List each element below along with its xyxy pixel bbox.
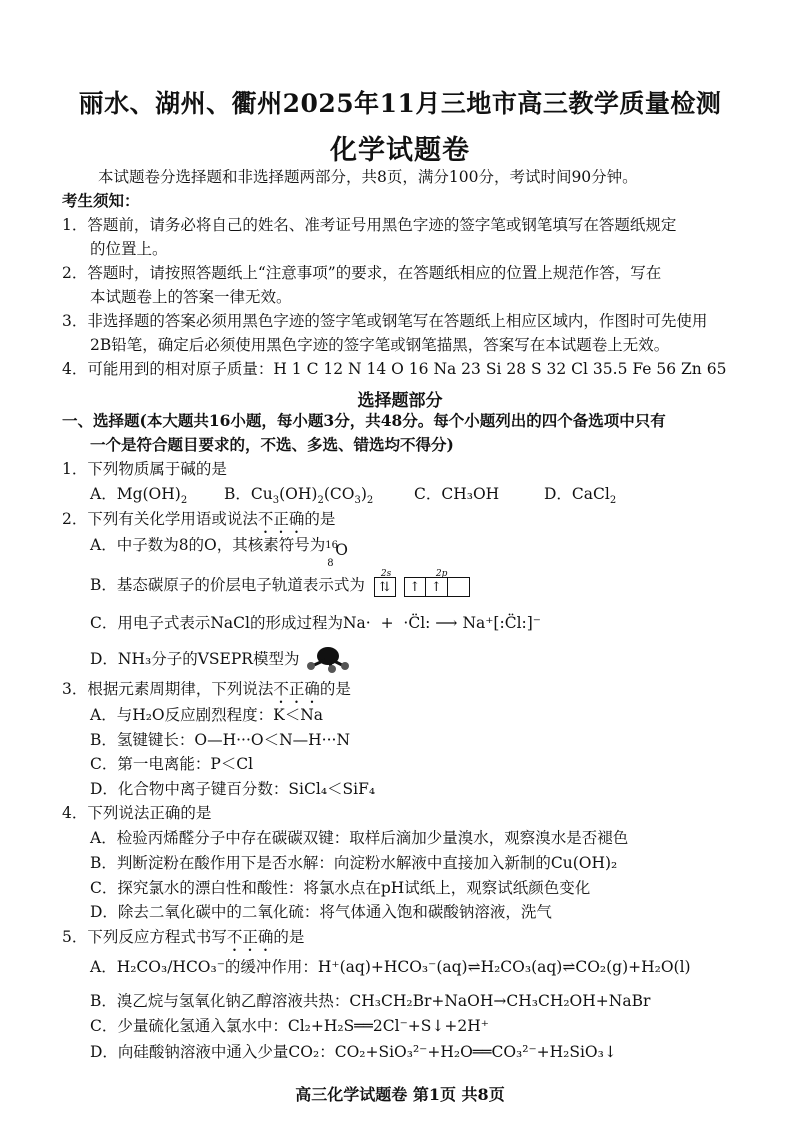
question-1-stem: 1．下列物质属于碱的是 (62, 460, 227, 478)
exam-title: 丽水、湖州、衢州2025年11月三地市高三教学质量检测 (78, 89, 722, 118)
question-4-stem: 4．下列说法正确的是 (62, 804, 212, 822)
part-instructions: 一个是符合题目要求的，不选、多选、错选均不得分) (90, 435, 454, 454)
vsepr-model-icon (304, 646, 350, 674)
notice-heading: 考生须知： (62, 191, 140, 210)
notice-item: 本试题卷上的答案一律无效。 (90, 288, 292, 306)
q5-option-a: A．H₂CO₃/HCO₃⁻的缓冲作用：H⁺(aq)+HCO₃⁻(aq)⇌H₂CO₃(aq)⇌CO₂(g)+H₂O(l) (90, 958, 691, 976)
intro-text: 本试题卷分选择题和非选择题两部分，共8页，满分100分，考试时间90分钟。 (98, 168, 638, 186)
q5-option-b: B．溴乙烷与氢氧化钠乙醇溶液共热：CH₃CH₂Br+NaOH→CH₃CH₂OH+NaBr (90, 992, 651, 1010)
section-title: 选择题部分 (357, 391, 443, 411)
notice-item: 3．非选择题的答案必须用黑色字迹的签字笔或钢笔写在答题纸上相应区域内，作图时可先使用 (62, 312, 708, 330)
notice-item: 2．答题时，请按照答题纸上“注意事项”的要求，在答题纸相应的位置上规范作答，写在 (62, 264, 662, 282)
notice-item: 4．可能用到的相对原子质量：H 1 C 12 N 14 O 16 Na 23 Si 28 S 32 Cl 35.5 Fe 56 Zn 65 (62, 360, 727, 378)
question-3-stem: 3．根据元素周期律，下列说法不正确的是 (62, 680, 351, 698)
q5-option-c: C．少量硫化氢通入氯水中：Cl₂+H₂S══2Cl⁻+S↓+2H⁺ (90, 1017, 489, 1035)
q2-option-c: C．用电子式表示NaCl的形成过程为Na· + ·C̈l: ⟶ Na⁺[:C̈l:]⁻ (90, 614, 541, 632)
q2-option-a: A．中子数为8的O，其核素符号为 16 8 O (90, 536, 348, 569)
q3-option-b: B．氢键键长：O—H···O＜N—H···N (90, 731, 351, 749)
notice-item: 的位置上。 (90, 240, 168, 258)
exam-subtitle: 化学试题卷 (330, 135, 470, 166)
part-instructions: 一、选择题(本大题共16小题，每小题3分，共48分。每个小题列出的四个备选项中只有 (62, 411, 666, 430)
q1-option-b: B．$Cu_3(OH)_2(CO_3)_2$ (224, 485, 374, 507)
q1-option-d: D．CaCl$_2$ (544, 485, 617, 507)
q4-option-c: C．探究氯水的漂白性和酸性：将氯水点在pH试纸上，观察试纸颜色变化 (90, 879, 591, 897)
q2-option-b: B．基态碳原子的价层电子轨道表示式为 2s 2p ⇅ ↑ ↑ (90, 574, 470, 597)
question-5-stem: 5．下列反应方程式书写不正确的是 (62, 928, 305, 946)
q3-option-d: D．化合物中离子键百分数：SiCl₄＜SiF₄ (90, 780, 376, 798)
q4-option-d: D．除去二氧化碳中的二氧化硫：将气体通入饱和碳酸钠溶液，洗气 (90, 903, 552, 921)
notice-item: 2B铅笔，确定后必须使用黑色字迹的签字笔或钢笔描黑，答案写在本试题卷上无效。 (90, 336, 670, 354)
question-2-stem: 2．下列有关化学用语或说法不正确的是 (62, 510, 336, 528)
notice-item: 1．答题前，请务必将自己的姓名、准考证号用黑色字迹的签字笔或钢笔填写在答题纸规定 (62, 216, 677, 234)
q2-option-d: D．NH₃分子的VSEPR模型为 (90, 646, 350, 674)
page-footer: 高三化学试题卷 第1页 共8页 (295, 1085, 505, 1104)
q3-option-c: C．第一电离能：P＜Cl (90, 755, 254, 773)
q5-option-d: D．向硅酸钠溶液中通入少量CO₂：CO₂+SiO₃²⁻+H₂O══CO₃²⁻+H₂SiO₃↓ (90, 1043, 617, 1061)
q4-option-b: B．判断淀粉在酸作用下是否水解：向淀粉水解液中直接加入新制的Cu(OH)₂ (90, 854, 618, 872)
q1-option-c: C．CH₃OH (414, 485, 500, 503)
q1-option-a: A．$Mg(OH)_2$ (90, 485, 188, 507)
q3-option-a: A．与H₂O反应剧烈程度：K＜Na (90, 706, 324, 724)
orbital-diagram: 2s 2p ⇅ ↑ ↑ (374, 575, 470, 597)
q4-option-a: A．检验丙烯醛分子中存在碳碳双键：取样后滴加少量溴水，观察溴水是否褪色 (90, 829, 629, 847)
